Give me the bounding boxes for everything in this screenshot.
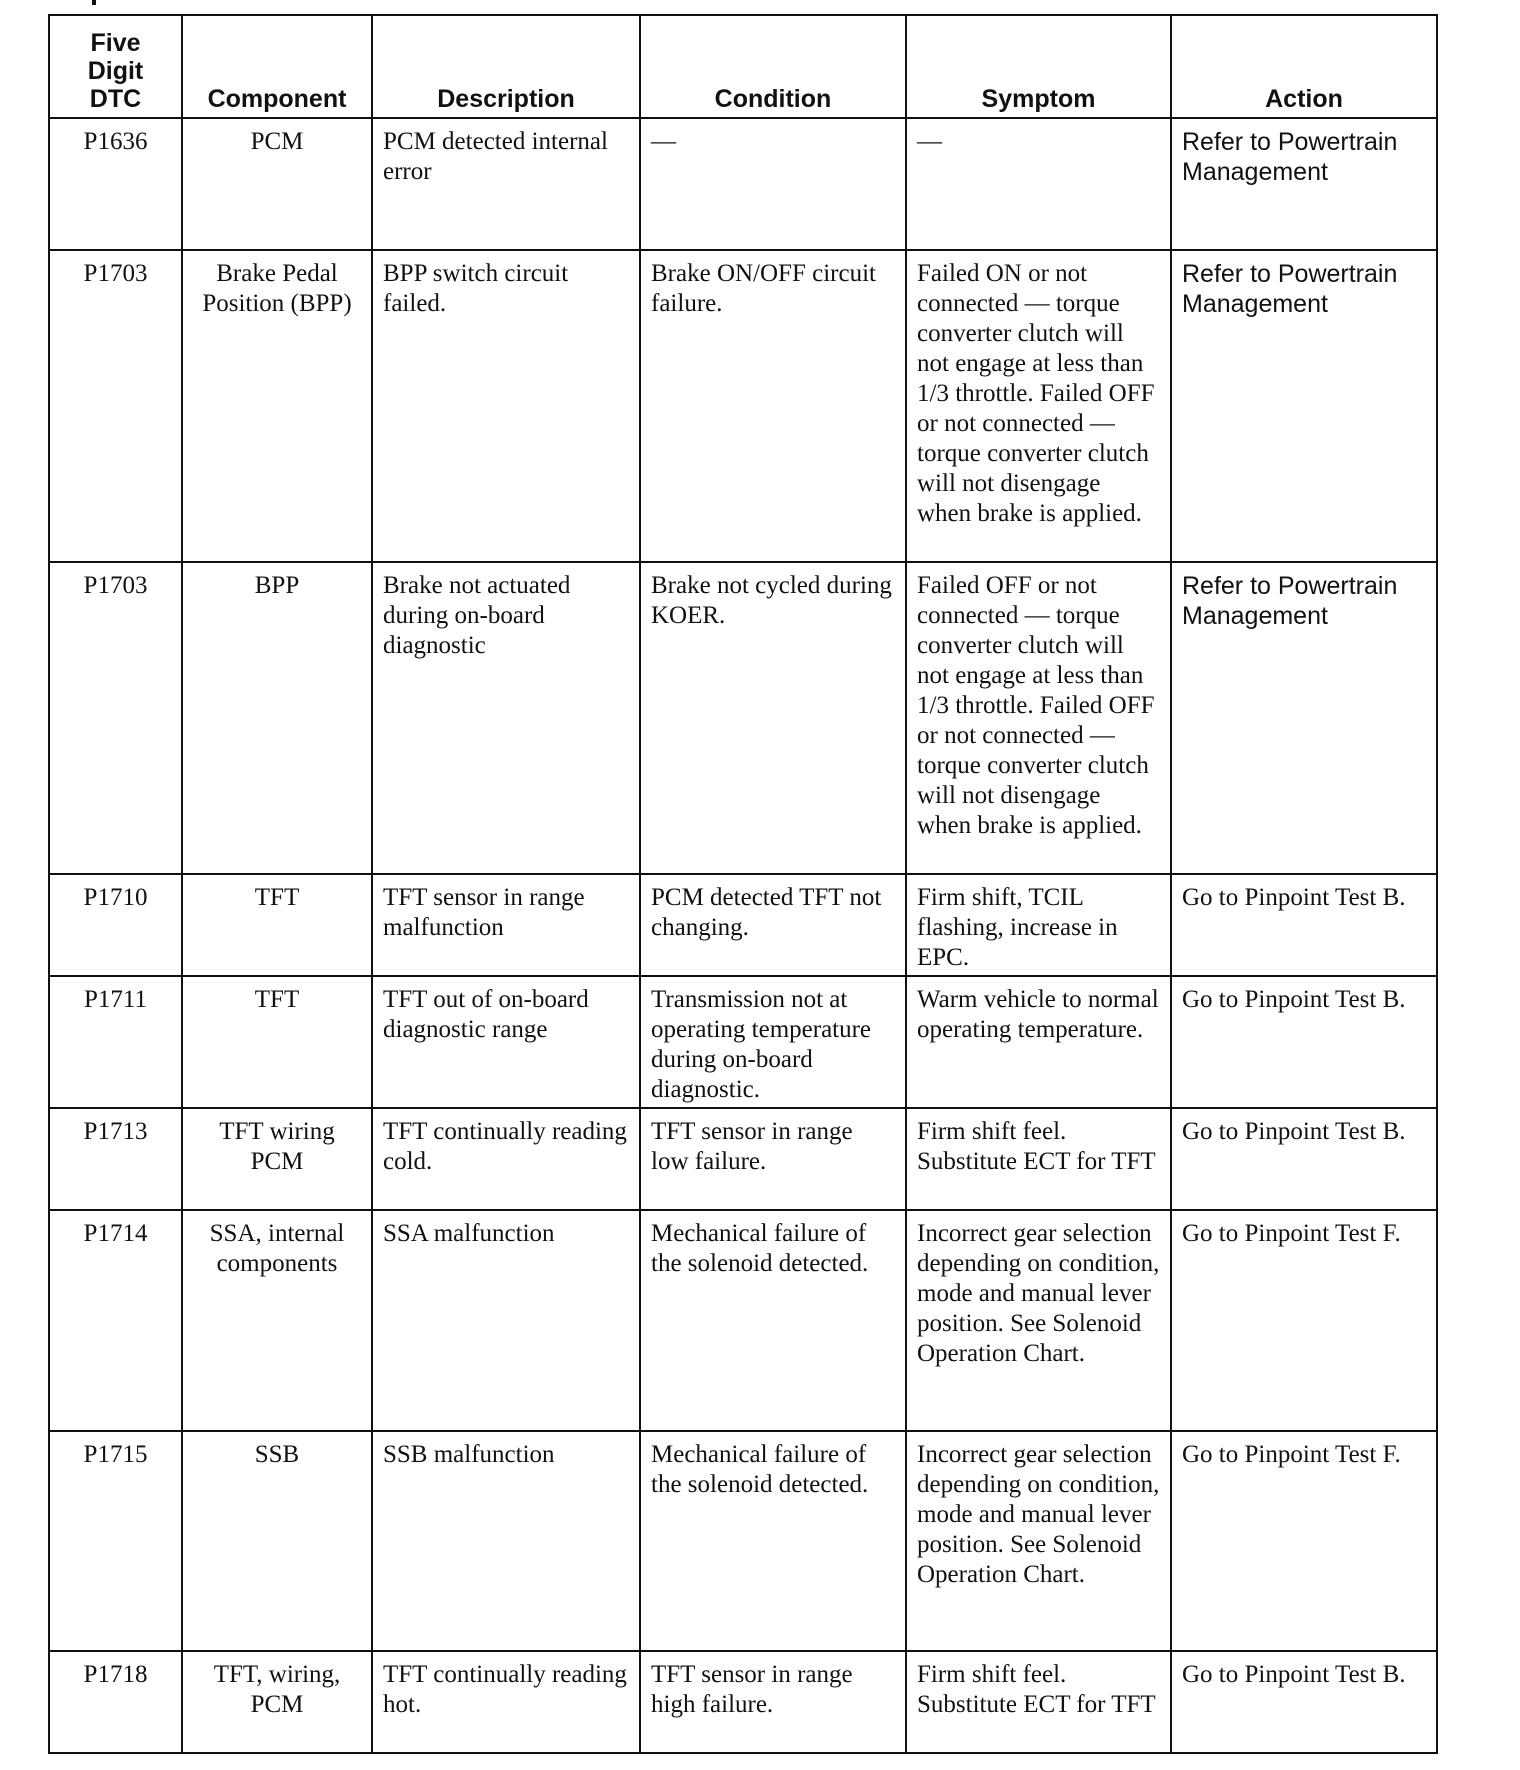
dtc-code: P1710 [49,874,182,976]
table-row [49,562,1437,874]
description-cell: BPP switch circuit failed. [372,250,640,562]
dtc-table [48,14,1438,1754]
table-row [49,250,1437,562]
dtc-code: P1714 [49,1210,182,1431]
component-cell: Brake Pedal Position (BPP) [182,250,372,562]
dtc-code: P1715 [49,1431,182,1651]
symptom-cell: Incorrect gear selection depending on condition, mode and manual lever position. See Solenoid Operation Chart. [906,1431,1171,1651]
table-row [49,1108,1437,1210]
table-row [49,1651,1437,1753]
action-cell: Refer to Powertrain Management [1171,562,1437,874]
action-cell: Go to Pinpoint Test F. [1171,1431,1437,1651]
dtc-table-sheet [48,14,1438,1754]
component-cell: SSA, internal components [182,1210,372,1431]
condition-cell: TFT sensor in range high failure. [640,1651,906,1753]
action-cell: Go to Pinpoint Test B. [1171,874,1437,976]
component-cell: BPP [182,562,372,874]
condition-cell: — [640,118,906,250]
dtc-code: P1636 [49,118,182,250]
condition-cell: Mechanical failure of the solenoid detected. [640,1431,906,1651]
description-cell: TFT continually reading hot. [372,1651,640,1753]
header-action: Action [1171,15,1437,118]
description-cell: PCM detected internal error [372,118,640,250]
component-cell: SSB [182,1431,372,1651]
symptom-cell: Firm shift, TCIL flashing, increase in EPC. [906,874,1171,976]
description-cell: TFT out of on-board diagnostic range [372,976,640,1108]
table-row [49,118,1437,250]
header-symptom: Symptom [906,15,1171,118]
component-cell: TFT [182,976,372,1108]
symptom-cell: Warm vehicle to normal operating temperature. [906,976,1171,1108]
condition-cell: PCM detected TFT not changing. [640,874,906,976]
table-row [49,1210,1437,1431]
symptom-cell: Firm shift feel. Substitute ECT for TFT [906,1651,1171,1753]
header-description: Description [372,15,640,118]
component-cell: TFT [182,874,372,976]
header-row [49,15,1437,118]
action-cell: Refer to Powertrain Management [1171,118,1437,250]
component-cell: PCM [182,118,372,250]
description-cell: SSA malfunction [372,1210,640,1431]
action-cell: Go to Pinpoint Test F. [1171,1210,1437,1431]
condition-cell: TFT sensor in range low failure. [640,1108,906,1210]
table-row [49,976,1437,1108]
action-cell: Go to Pinpoint Test B. [1171,1108,1437,1210]
page-mark [92,0,96,5]
condition-cell: Brake not cycled during KOER. [640,562,906,874]
component-cell: TFT wiring PCM [182,1108,372,1210]
header-component: Component [182,15,372,118]
description-cell: SSB malfunction [372,1431,640,1651]
condition-cell: Brake ON/OFF circuit failure. [640,250,906,562]
symptom-cell: — [906,118,1171,250]
symptom-cell: Failed OFF or not connected — torque converter clutch will not engage at less than 1/3 throttle. Failed OFF or not connected — torque converter clutch will not disengage when brake is applied. [906,562,1171,874]
dtc-code: P1703 [49,562,182,874]
dtc-code: P1703 [49,250,182,562]
table-row [49,1431,1437,1651]
dtc-code: P1713 [49,1108,182,1210]
header-condition: Condition [640,15,906,118]
description-cell: Brake not actuated during on-board diagnostic [372,562,640,874]
symptom-cell: Failed ON or not connected — torque converter clutch will not engage at less than 1/3 throttle. Failed OFF or not connected — torque converter clutch will not disengage when brake is applied. [906,250,1171,562]
action-cell: Go to Pinpoint Test B. [1171,1651,1437,1753]
action-cell: Go to Pinpoint Test B. [1171,976,1437,1108]
header-dtc: Five Digit DTC [49,15,182,118]
symptom-cell: Firm shift feel. Substitute ECT for TFT [906,1108,1171,1210]
dtc-code: P1711 [49,976,182,1108]
dtc-code: P1718 [49,1651,182,1753]
condition-cell: Transmission not at operating temperature during on-board diagnostic. [640,976,906,1108]
condition-cell: Mechanical failure of the solenoid detected. [640,1210,906,1431]
component-cell: TFT, wiring, PCM [182,1651,372,1753]
description-cell: TFT sensor in range malfunction [372,874,640,976]
action-cell: Refer to Powertrain Management [1171,250,1437,562]
table-row [49,874,1437,976]
symptom-cell: Incorrect gear selection depending on condition, mode and manual lever position. See Solenoid Operation Chart. [906,1210,1171,1431]
description-cell: TFT continually reading cold. [372,1108,640,1210]
